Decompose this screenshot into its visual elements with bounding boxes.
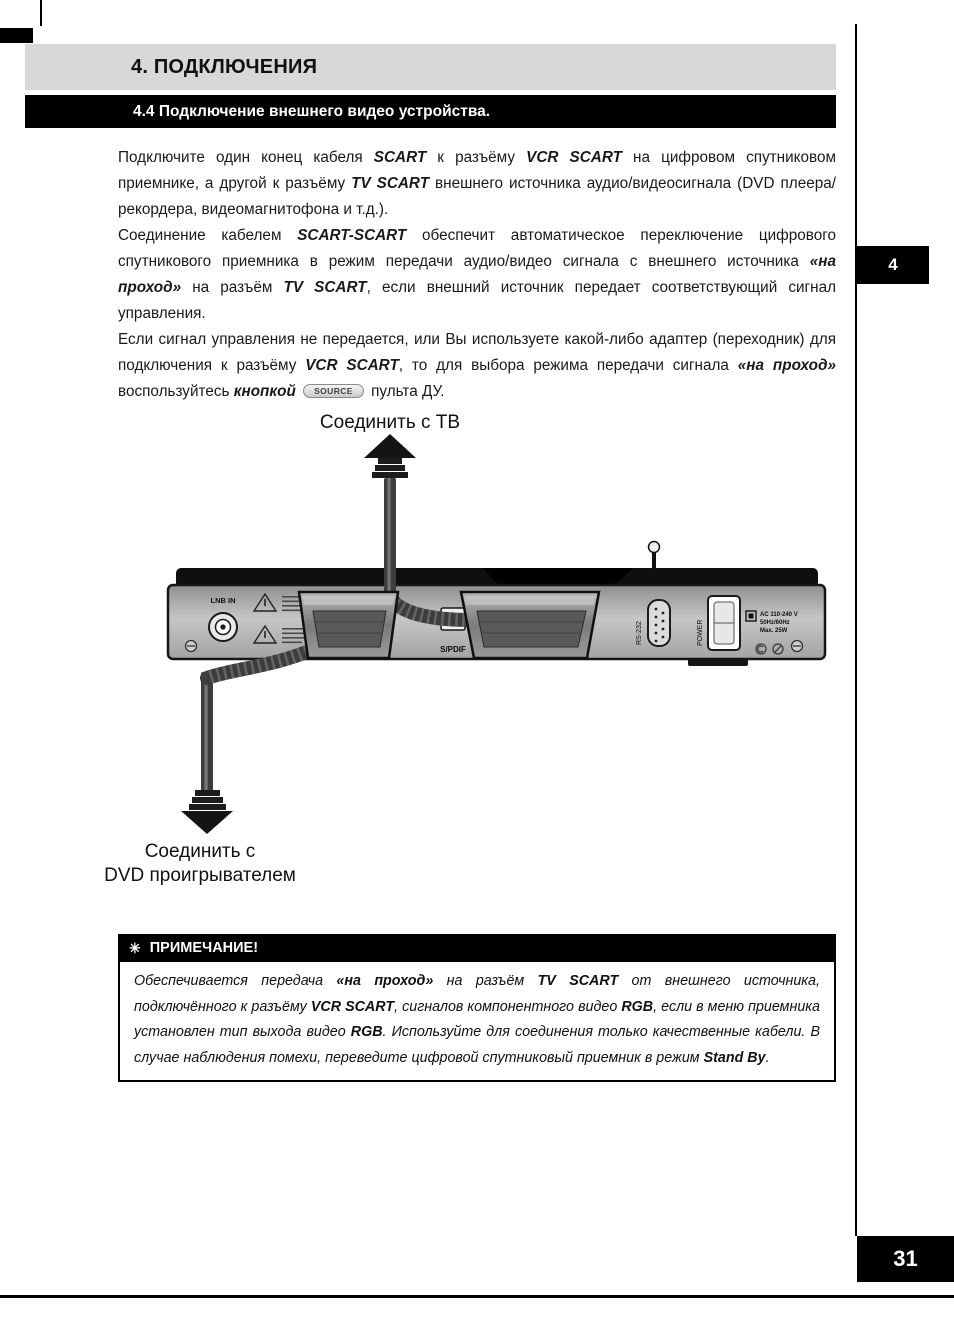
scart-plug-right — [461, 592, 599, 658]
top-left-bar — [0, 28, 33, 43]
dvd-connect-label-line2: DVD проигрывателем — [104, 865, 296, 886]
dvd-arrow — [181, 790, 233, 834]
text-segment: на разъём — [433, 973, 538, 989]
spdif-label: S/PDIF — [440, 645, 466, 654]
note-icon: ✳ — [129, 940, 141, 956]
text-segment: VCR SCART — [310, 998, 395, 1015]
ac-line-3: Max. 25W — [760, 628, 788, 634]
lnb-connector — [209, 596, 237, 641]
text-segment: , если в меню приемника установлен тип выхода видео — [134, 998, 820, 1040]
text-segment: . Используйте для соединения только качественные кабели. В случае наблюдения помехи, переведите цифровой спутниковый приемник в режим — [134, 1024, 821, 1066]
text-segment: . — [765, 1049, 770, 1066]
dvd-cable — [201, 672, 213, 792]
text-segment: пульта ДУ. — [366, 383, 445, 400]
text-segment: к разъёму — [426, 149, 527, 166]
body-text — [118, 145, 836, 405]
power-label: POWER — [697, 619, 704, 646]
text-segment: Stand By — [703, 1049, 766, 1066]
page-number: 31 — [893, 1246, 918, 1271]
text-segment: Соединение кабелем — [118, 227, 298, 244]
body-paragraph-3 — [118, 327, 836, 405]
text-segment: VCR SCART — [305, 357, 399, 374]
text-segment: кнопкой — [233, 383, 296, 400]
text-segment: от внешнего источника, подключённого к разъёму — [134, 973, 820, 1015]
note-body — [118, 962, 836, 1082]
text-segment: , то для выбора режима передачи сигнала — [398, 357, 738, 374]
tv-arrow — [364, 434, 416, 478]
panel-screw-right — [792, 641, 803, 652]
body-paragraph-1 — [118, 145, 836, 223]
text-segment: RGB — [621, 998, 654, 1015]
text-segment: , если внешний источник передает соответствующий сигнал управления. — [118, 279, 837, 322]
section-header — [25, 44, 836, 90]
note-header — [118, 934, 836, 962]
text-segment: , сигналов компонентного видео — [394, 998, 622, 1015]
bottom-rule — [0, 1295, 954, 1298]
text-segment: TV SCART — [283, 279, 367, 296]
text-segment: VCR SCART — [526, 149, 622, 166]
text-segment: TV SCART — [537, 973, 619, 989]
body-paragraph-2 — [118, 223, 836, 327]
dvd-connect-label-line1: Соединить с — [144, 841, 256, 862]
note-title: ПРИМЕЧАНИЕ! — [149, 940, 259, 956]
text-segment: Подключите один конец кабеля — [118, 149, 374, 166]
text-segment: RGB — [350, 1024, 383, 1040]
text-segment: SCART — [373, 149, 427, 166]
source-button-glyph: SOURCE — [303, 384, 364, 398]
text-segment: Если сигнал управления не передается, или Вы используете какой-либо адаптер (переходник) для подключения к разъёму — [118, 331, 836, 374]
text-segment: обеспечит автоматическое переключение цифрового спутникового приемника в режим передачи аудио/видео сигнала с внешнего источника — [118, 227, 836, 270]
text-segment: Обеспечивается передача — [134, 973, 337, 989]
note-box — [118, 934, 836, 1082]
antenna-bolt — [649, 542, 660, 571]
text-segment — [296, 383, 300, 400]
text-segment: «на проход» — [336, 973, 434, 989]
text-segment: внешнего источника аудио/видеосигнала (DVD плеера/рекордера, видеомагнитофона и т.д.). — [118, 175, 836, 218]
panel-screw-left — [186, 641, 197, 652]
section-title: 4. ПОДКЛЮЧЕНИЯ — [131, 55, 318, 78]
tv-cable — [384, 478, 396, 606]
text-segment: SCART-SCART — [297, 227, 407, 244]
text-segment: на цифровом спутниковом приемнике, а другой к разъёму — [118, 149, 836, 192]
subsection-header — [25, 95, 836, 128]
page-number-badge — [857, 1236, 954, 1282]
connection-diagram — [0, 400, 954, 905]
chapter-tab — [857, 246, 929, 284]
top-left-crop-mark — [40, 0, 42, 26]
text-segment: «на проход» — [737, 357, 836, 374]
chapter-tab-number: 4 — [888, 255, 898, 274]
ac-line-1: AC 110-240 V — [760, 612, 798, 618]
rs232-label: RS-232 — [636, 621, 643, 645]
ac-line-2: 50Hz/60Hz — [760, 620, 790, 626]
scart-plug-left — [299, 592, 398, 658]
lnb-label: LNB IN — [210, 596, 236, 605]
text-segment: на разъём — [181, 279, 284, 296]
text-segment: «на проход» — [118, 253, 836, 296]
subsection-title: 4.4 Подключение внешнего видео устройства. — [133, 102, 491, 120]
text-segment: воспользуйтесь — [118, 383, 234, 400]
text-segment: TV SCART — [351, 175, 430, 192]
tv-connect-label: Соединить с ТВ — [319, 412, 461, 433]
